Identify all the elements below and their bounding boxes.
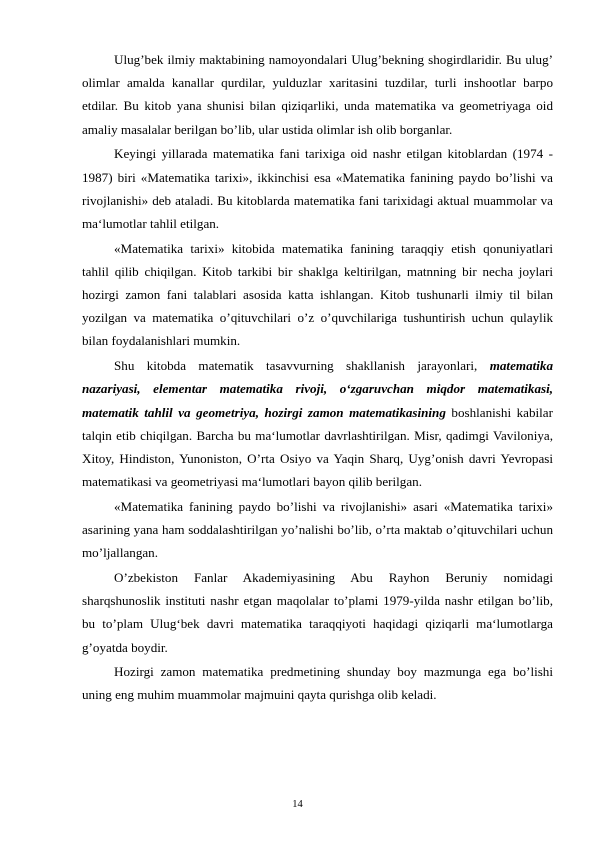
paragraph-book-contents xyxy=(82,354,553,493)
paragraph-text: «Matematika fanining paydo bo’lishi va rivojlanishi» asari «Matematika tarixi» asarining yana ham soddalashtirilgan yo’nalishi bo’lib, o’rta maktab o’qituvchilari uchun mo’ljallangan. xyxy=(82,498,553,561)
paragraph-text: O’zbekiston Fanlar Akademiyasining Abu Rayhon Beruniy nomidagi sharqshunoslik instituti nashr etgan maqolalar to’plami 1979-yilda nashr etilgan bo’lib, bu to’plam Ulug‘bek davri matematika taraqqiyoti haqidagi qiziqarli ma‘lumotlarga g’oyatda boydir. xyxy=(82,569,553,655)
paragraph-matematika-tarixi xyxy=(82,237,553,353)
paragraph-text: Keyingi yillarada matematika fani tarixiga oid nashr etilgan kitoblardan (1974 - 1987) biri «Matematika tarixi», ikkinchisi esa «Matematika fanining paydo bo’lishi va rivojlanishi» deb ataladi. Bu kitoblarda matematika fani tarixidagi aktual muammolar va ma‘lumotlar tahlil etilgan. xyxy=(82,146,553,231)
page-body xyxy=(82,48,553,708)
paragraph-text: Ulug’bek ilmiy maktabining namoyondalari Ulug’bekning shogirdlaridir. Bu ulug’ olimlar amalda kanallar qurdilar, yulduzlar xaritasini tuzdilar, turli inshootlar barpo etdilar. Bu kitob yana shunisi bilan qiziqarliki, unda matematika va geometriyaga oid amaliy masalalar berilgan bo’lib, ular ustida olimlar ish olib borganlar. xyxy=(82,52,553,137)
paragraph-text: Shu kitobda matematik tasavvurning shakllanish jarayonlari, xyxy=(114,358,490,374)
paragraph-modern-mathematics xyxy=(82,660,553,706)
paragraph-text: «Matematika tarixi» kitobida matematika fanining taraqqiy etish qonuniyatlari tahlil qilib chiqilgan. Kitob tarkibi bir shaklga keltirilgan, matnning bir necha joylari hozirgi zamon fani talablari asosida katta ishlangan. Kitob tushunarli ilmiy til bilan yozilgan va matematika o’qituvchilari o’z o’quvchilariga tushuntirish uchun qulaylik bilan foydalanishlari mumkin. xyxy=(82,240,553,349)
page-number: 14 xyxy=(292,799,303,810)
paragraph-ulugbek-school xyxy=(82,48,553,141)
emphasized-topics: matematika nazariyasi, elementar matematika rivoji, o‘zgaruvchan miqdor matematikasi, matematik tahlil va geometriya, hozirgi zamon matematikasining xyxy=(82,358,553,420)
paragraph-text: Hozirgi zamon matematika predmetining shunday boy mazmunga ega bo’lishi uning eng muhim muammolar majmuini qayta qurishga olib keladi. xyxy=(82,664,553,703)
paragraph-simplified-work xyxy=(82,495,553,565)
paragraph-history-books xyxy=(82,142,553,235)
paragraph-academy-collection xyxy=(82,566,553,659)
paragraph-text-continued: boshlanishi kabilar talqin etib chiqilgan. Barcha bu ma‘lumotlar davrlashtirilgan. Misr, qadimgi Vaviloniya, Xitoy, Hindiston, Yunoniston, O’rta Osiyo va Yaqin Sharq, Uyg’onish davri Yevropasi matematikasi va geometriyasi ma‘lumotlari bayon qilib berilgan. xyxy=(82,404,553,490)
